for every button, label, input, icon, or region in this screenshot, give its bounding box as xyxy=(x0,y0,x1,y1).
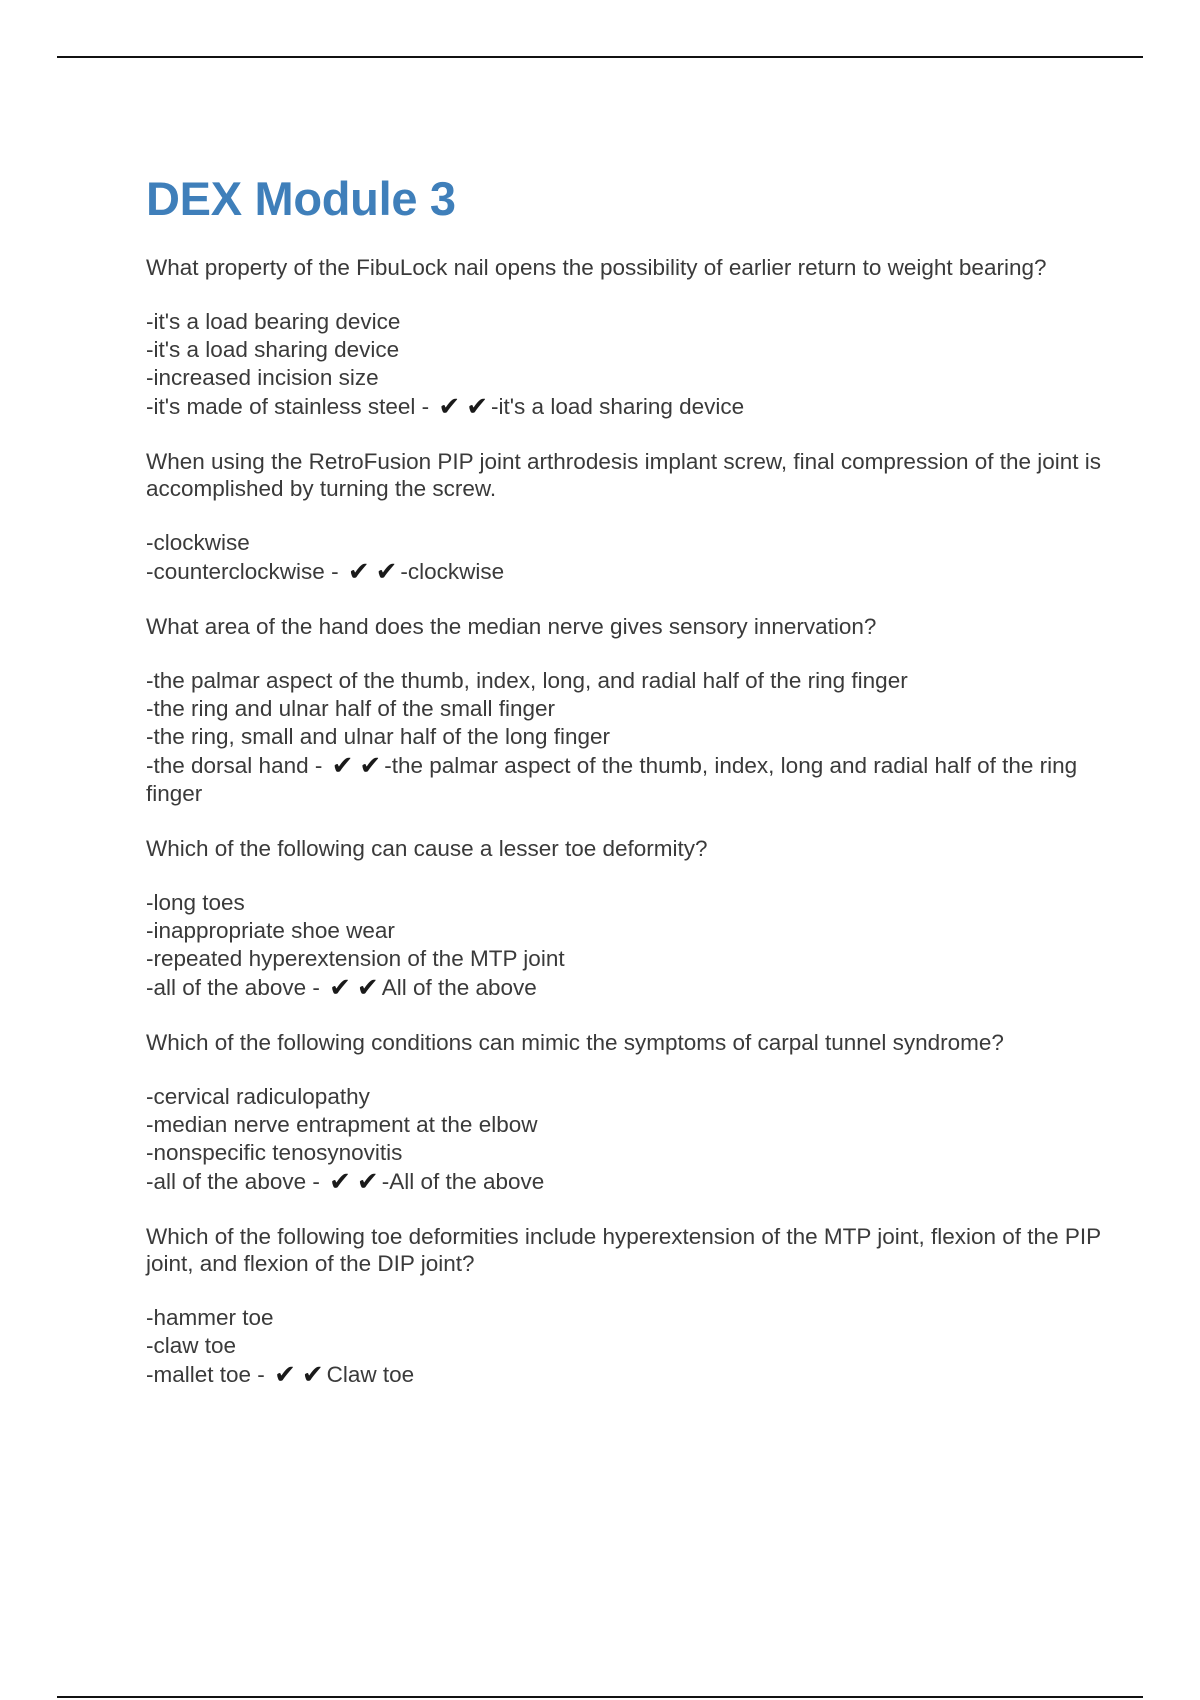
correct-answer: Claw toe xyxy=(326,1362,415,1388)
option-answer-line xyxy=(146,557,1106,586)
page-title: DEX Module 3 xyxy=(146,172,456,225)
option-item: -clockwise xyxy=(146,530,250,556)
checkmark-icon: ✔ xyxy=(359,750,382,781)
option-item: -the ring, small and ulnar half of the long finger xyxy=(146,724,611,750)
checkmark-icon: ✔ xyxy=(301,1359,324,1390)
correct-answer: All of the above xyxy=(381,975,537,1001)
option-item: -nonspecific tenosynovitis xyxy=(146,1140,403,1166)
question-text: What area of the hand does the median nerve gives sensory innervation? xyxy=(146,614,877,640)
option-answer-line xyxy=(146,751,1106,808)
question-text: Which of the following toe deformities include hyperextension of the MTP joint, flexion of the PIP joint, and flexion of the DIP joint? xyxy=(146,1224,1101,1277)
checkmark-icon: ✔ xyxy=(466,391,489,422)
option-item: -repeated hyperextension of the MTP joint xyxy=(146,946,565,972)
answer-options xyxy=(146,1304,1106,1389)
top-divider xyxy=(57,56,1143,58)
question-text: What property of the FibuLock nail opens the possibility of earlier return to weight bearing? xyxy=(146,255,1047,281)
checkmark-icon: ✔ xyxy=(329,972,351,1003)
answer-options xyxy=(146,308,1106,421)
checkmark-icon: ✔ xyxy=(356,1166,379,1197)
correct-answer: -clockwise xyxy=(400,559,505,585)
option-item: -mallet toe - xyxy=(146,1362,265,1388)
correct-answer: -All of the above xyxy=(381,1169,545,1195)
option-item: -the palmar aspect of the thumb, index, long, and radial half of the ring finger xyxy=(146,668,908,694)
option-answer-line xyxy=(146,1167,1106,1196)
option-item: -long toes xyxy=(146,890,245,916)
checkmark-icon: ✔ xyxy=(329,1166,351,1197)
option-item: -it's made of stainless steel - xyxy=(146,394,430,420)
option-item: -increased incision size xyxy=(146,365,379,391)
option-answer-line xyxy=(146,1360,1106,1389)
checkmark-icon: ✔ xyxy=(356,972,379,1003)
option-item: -claw toe xyxy=(146,1333,237,1359)
option-item: -all of the above - xyxy=(146,1169,320,1195)
option-answer-line xyxy=(146,973,1106,1002)
correct-answer: -the palmar aspect of the thumb, index, long and radial half of the ring finger xyxy=(146,753,1078,807)
answer-options xyxy=(146,667,1106,808)
answer-options xyxy=(146,889,1106,1002)
question-text: Which of the following can cause a lesser toe deformity? xyxy=(146,836,708,862)
answer-options xyxy=(146,529,1106,586)
option-item: -the ring and ulnar half of the small finger xyxy=(146,696,555,722)
correct-answer: -it's a load sharing device xyxy=(491,394,745,420)
checkmark-icon: ✔ xyxy=(375,556,398,587)
checkmark-icon: ✔ xyxy=(331,750,354,781)
checkmark-icon: ✔ xyxy=(274,1359,296,1390)
option-item: -hammer toe xyxy=(146,1305,274,1331)
option-item: -inappropriate shoe wear xyxy=(146,918,395,944)
checkmark-icon: ✔ xyxy=(438,391,461,422)
option-item: -cervical radiculopathy xyxy=(146,1084,370,1110)
option-item: -median nerve entrapment at the elbow xyxy=(146,1112,538,1138)
option-answer-line xyxy=(146,392,1106,421)
checkmark-icon: ✔ xyxy=(347,556,370,587)
document-body xyxy=(146,172,1106,1416)
option-item: -it's a load sharing device xyxy=(146,337,400,363)
option-item: -counterclockwise - xyxy=(146,559,339,585)
question-text: Which of the following conditions can mimic the symptoms of carpal tunnel syndrome? xyxy=(146,1030,1004,1056)
answer-options xyxy=(146,1083,1106,1196)
option-item: -it's a load bearing device xyxy=(146,309,401,335)
bottom-divider xyxy=(57,1696,1143,1698)
option-item: -the dorsal hand - xyxy=(146,753,323,779)
option-item: -all of the above - xyxy=(146,975,320,1001)
question-text: When using the RetroFusion PIP joint arthrodesis implant screw, final compression of the joint is accomplished by turning the screw. xyxy=(146,449,1102,502)
